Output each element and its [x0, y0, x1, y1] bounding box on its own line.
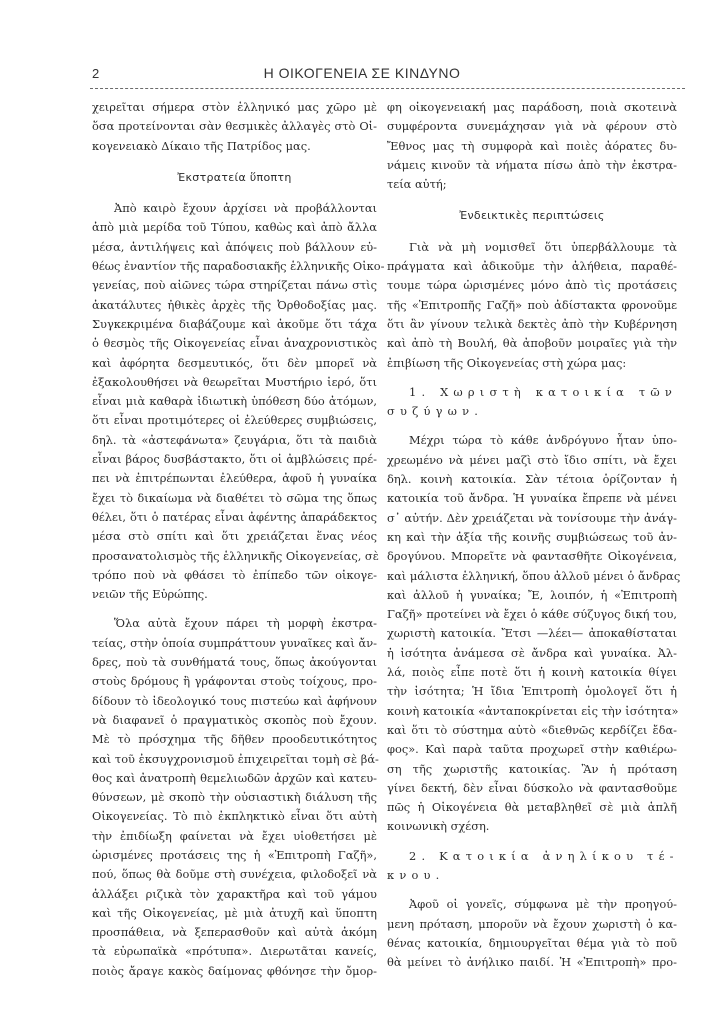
- text-line: κατοικία τοῦ ἄνδρα. Ἡ γυναίκα ἔπρεπε νὰ μένει: [387, 491, 677, 506]
- text-line: Γιὰ νὰ μὴ νομισθεῖ ὅτι ὑπερβάλλουμε τὰ: [409, 239, 677, 254]
- text-line: κη καὶ τὴν ἀξία τῆς κοινῆς συμβιώσεως τοῦ ἀν-: [387, 529, 677, 544]
- text-line: Μέχρι τώρα τὸ κάθε ἀνδρόγυνο ἦταν ὑπο-: [409, 433, 677, 448]
- left-column: [92, 98, 385, 981]
- running-title: Η ΟΙΚΟΓΕΝΕΙΑ ΣΕ ΚΙΝΔΥΝΟ: [263, 65, 461, 81]
- text-line: προσπάθεια, νὰ ξεπερασθοῦν καὶ αὐτὰ ἀκόμη: [92, 925, 377, 940]
- text-line: συμφέροντα συνεμάχησαν γιὰ νὰ φέρουν στὸ: [387, 119, 677, 134]
- text-line: 2. Κατοικία ἀνηλίκου τέ-: [409, 848, 679, 863]
- text-line: καὶ τοῦ ἐκσυγχρονισμοῦ ἐπιχειρεῖται τομὴ σὲ βά-: [92, 751, 379, 766]
- text-line: ὡρισμένες προτάσεις της ἡ «Ἐπιτροπὴ Γαζῆ»,: [92, 847, 377, 862]
- text-line: ὅτι ἂν γίνουν τελικὰ δεκτὲς ἀπὸ τὴν Κυβέρνηση: [387, 316, 677, 331]
- text-line: ὅτι εἶναι προτιμότερες οἱ ἐλεύθερες συμβιώσεις,: [92, 413, 377, 428]
- text-line: πει νὰ ἐπιτρέπωνται ἐλεύθερα, ἀφοῦ ἡ γυναίκα: [92, 471, 377, 486]
- paragraph: [387, 238, 677, 383]
- text-line: κοινὴ κατοικία «ἀνταποκρίνεται εἰς τὴν ἰσότητα»: [387, 703, 679, 718]
- text-line: συζύγων.: [387, 404, 484, 419]
- intro-paragraph: [387, 98, 677, 194]
- text-line: λά, ποιὸς εἶπε ποτὲ ὅτι ἡ κοινὴ κατοικία θίγει: [387, 665, 677, 680]
- text-line: καὶ μάλιστα ἑλληνική, ὅπου ἀλλοῦ μένει ὁ ἄνδρας: [387, 568, 681, 583]
- text-line: θὰ μείνει τὸ ἀνήλικο παιδί. Ἡ «Ἐπιτροπὴ» προ-: [387, 955, 677, 970]
- text-line: Οἰκογενείας. Τὸ πιὸ ἐκπληκτικὸ εἶναι ὅτι αὐτὴ: [92, 809, 377, 824]
- text-line: τῆς «Ἐπιτροπῆς Γαζῆ» ποὺ ἀδίστακτα φρονοῦμε: [387, 297, 677, 312]
- text-line: θέως ἐναντίον τῆς παραδοσιακῆς ἑλληνικῆς Οἰκο-: [92, 259, 385, 274]
- text-line: ὅσα προτείνονται σὰν θεσμικὲς ἀλλαγὲς στὸ Οἰ-: [92, 119, 377, 134]
- text-line: γενείας, ποὺ αἰῶνες τώρα στηρίζεται πάνω στὶς: [92, 278, 377, 293]
- text-line: εἶναι μιὰ καθαρὰ ἰδιωτικὴ ὑπόθεση δύο ἀτόμων,: [92, 394, 377, 409]
- page-number: 2: [92, 66, 100, 81]
- text-line: νειῶν τῆς Εὐρώπης.: [92, 587, 208, 602]
- text-line: κογενειακὸ Δίκαιο τῆς Πατρίδος μας.: [92, 138, 311, 153]
- text-line: προσανατολισμὸς τῆς ἑλληνικῆς Οἰκογενείας, σὲ: [92, 548, 379, 563]
- text-line: μενη πρόταση, μποροῦν νὰ ἔχουν χωριστὴ ὁ κα-: [387, 916, 677, 931]
- text-line: ποιὸς ἄραγε κακὸς δαίμονας φθόνησε τὴν ὄμορ-: [92, 963, 377, 978]
- text-line: μέσα στὸ σπίτι καὶ ὅτι χρειάζεται ἕνας νέος: [92, 529, 377, 544]
- text-line: δρες, ποὺ τὰ συνθήματά τους, ὅπως ἀκούγονται: [92, 655, 377, 670]
- text-line: ὁ θεσμὸς τῆς Οἰκογενείας εἶναι ἀναχρονιστικὸς: [92, 336, 377, 351]
- paragraph-gap: [92, 604, 377, 614]
- text-line: καὶ ἀφόρητα δεσμευτικός, ὅτι δὲν μπορεῖ νὰ: [92, 355, 377, 370]
- text-line: ἀπὸ μιὰ μερίδα τοῦ Τύπου, καθὼς καὶ ἀπὸ ἄλλα: [92, 220, 377, 235]
- text-line: τεία αὐτή;: [387, 177, 447, 192]
- intro-paragraph: [92, 98, 377, 156]
- text-line: ἔχει τὸ δικαίωμα νὰ διαθέτει τὸ σῶμα της ὅπως: [92, 490, 377, 505]
- text-line: ἡ ἰσότητα ἀνάμεσα σὲ ἄνδρα καὶ γυναίκα. Ἀλ-: [387, 645, 677, 660]
- paragraph: [387, 895, 677, 972]
- text-line: φος». Καὶ παρὰ ταῦτα προχωρεῖ στὴν καθιέρω-: [387, 742, 677, 757]
- text-line: Ἀφοῦ οἱ γονεῖς, σύμφωνα μὲ τὴν προηγού-: [409, 897, 677, 912]
- text-line: ἀκατάλυτες ἠθικὲς ἀρχὲς τῆς Ὀρθοδοξίας μας.: [92, 297, 377, 312]
- text-line: τείας, στὴν ὁποία συμπράττουν γυναῖκες καὶ ἄν-: [92, 635, 377, 650]
- text-line: νάμεις κινοῦν τὰ νήματα πίσω ἀπὸ τὴν ἐκστρα-: [387, 157, 677, 172]
- text-line: καὶ ἀλλοῦ ἡ γυναίκα; Ἔ, λοιπόν, ἡ «Ἐπιτροπὴ: [387, 587, 677, 602]
- text-line: ἐπιβίωση τῆς Οἰκογενείας στὴ χώρα μας:: [387, 355, 627, 370]
- text-line: στοὺς δρόμους ἢ γράφονται στοὺς τοίχους, προ-: [92, 674, 377, 689]
- text-line: εἶναι βάρος δυσβάστακτο, ὅτι οἱ ἀμβλώσεις πρέ-: [92, 452, 377, 467]
- text-line: πράγματα καὶ ἀδικοῦμε τὴν ἀλήθεια, παραθέ-: [387, 259, 677, 274]
- header-rule: [90, 88, 685, 89]
- text-line: τρόπο ποὺ νὰ φθάσει τὸ ἐπίπεδο τῶν οἰκογε-: [92, 567, 377, 582]
- subheading-indicative-cases: Ἐνδεικτικὲς περιπτώσεις: [459, 209, 605, 223]
- text-line: Μὲ τὸ πρόσχημα τῆς δῆθεν προοδευτικότητος: [92, 732, 377, 747]
- text-line: ἐξακολουθήσει νὰ θεωρεῖται Μυστήριο ἱερό, ὅτι: [92, 374, 377, 389]
- text-line: νὰ διαφανεῖ ὁ πραγματικὸς σκοπὸς ποὺ ἔχουν.: [92, 712, 377, 727]
- text-line: Γαζῆ» προτείνει νὰ ἔχει ὁ κάθε σύζυγος δική του,: [387, 607, 677, 622]
- text-line: τὰ εὐρωπαϊκὰ «πρότυπα». Διερωτᾶται κανείς,: [92, 944, 377, 959]
- text-line: χρεωμένο νὰ μένει μαζὶ στὸ ἴδιο σπίτι, νὰ ἔχει: [387, 452, 677, 467]
- text-line: ἀλλάξει ριζικὰ τὸν χαρακτῆρα καὶ τοῦ γάμου: [92, 886, 377, 901]
- text-line: δίδουν τὸ ἰδεολογικό τους πιστεύω καὶ ἀφήνουν: [92, 693, 377, 708]
- text-line: μέσα, ἀντιλήψεις καὶ ἀπόψεις ποὺ βάλλουν εὐ-: [92, 239, 377, 254]
- paragraph: [92, 199, 385, 614]
- text-line: φη οἰκογενειακή μας παράδοση, ποιὰ σκοτεινὰ: [387, 100, 677, 114]
- right-column: [387, 98, 681, 972]
- text-line: τὴν ἰσότητα; Ἡ ἴδια Ἐπιτροπὴ ὁμολογεῖ ὅτι ἡ: [387, 684, 677, 699]
- paragraph: [92, 614, 377, 981]
- text-line: θος καὶ ἀνατροπὴ θεμελιωδῶν ἀρχῶν καὶ κατευ-: [92, 770, 377, 785]
- text-line: σ᾽ αὐτήν. Δὲν χρειάζεται νὰ τονίσουμε τὴν ἀνάγ-: [387, 510, 677, 525]
- text-line: πού, ὅπως θὰ δοῦμε στὴ συνέχεια, φιλοδοξεῖ νὰ: [92, 867, 377, 882]
- text-line: δρογύνου. Μπορεῖτε νὰ φαντασθῆτε Οἰκογένεια,: [387, 549, 677, 564]
- text-line: πῶς ἡ Οἰκογένεια θὰ μεταβληθεῖ σὲ μιὰ ἁπλῆ: [387, 800, 677, 815]
- text-line: Ὅλα αὐτὰ ἔχουν πάρει τὴ μορφὴ ἐκστρα-: [114, 616, 377, 631]
- text-line: τὴν ἐπιδίωξη φαίνεται νὰ ἔχει υἱοθετήσει μὲ: [92, 828, 377, 843]
- paragraph-gap: [387, 885, 677, 895]
- text-line: κοινωνικὴ σχέση.: [387, 819, 490, 834]
- text-line: δηλ. κοινὴ κατοικία. Σὰν τέτοια ὁρίζονταν ἡ: [387, 472, 677, 487]
- text-line: χωριστὴ κατοικία. Ἔτσι —λέει— ἀποκαθίσταται: [387, 626, 677, 641]
- text-line: καὶ ἀπὸ τὴ Βουλή, θὰ ἀποβοῦν μοιραῖες γιὰ τὴν: [387, 336, 677, 351]
- subheading-suspicious-campaign: Ἐκστρατεία ὕποπτη: [177, 170, 292, 184]
- text-line: δηλ. τὰ «ἀστεφάνωτα» ζευγάρια, ὅτι τὰ παιδιὰ: [92, 432, 377, 447]
- text-line: χειρεῖται σήμερα στὸν ἑλληνικό μας χῶρο μὲ: [92, 100, 377, 114]
- text-line: Ἔθνος μας τὴ συμφορὰ καὶ ποιὲς ἀόρατες δυ-: [387, 138, 677, 153]
- text-line: θύνσεων, μὲ σκοπὸ τὴν οὐσιαστικὴ διάλυση τῆς: [92, 790, 377, 805]
- paragraph-gap: [387, 373, 677, 383]
- paragraph-gap: [387, 837, 677, 847]
- text-line: θένας κατοικία, δημιουργεῖται θέμα γιὰ τὸ ποῦ: [387, 935, 677, 950]
- text-line: Συγκεκριμένα διαβάζουμε καὶ ἀκοῦμε ὅτι τάχα: [92, 316, 377, 331]
- paragraph-gap: [387, 421, 677, 431]
- text-line: 1. Χωριστὴ κατοικία τῶν: [409, 384, 677, 399]
- text-line: γίνει δεκτή, δὲν εἶναι δύσκολο νὰ φαντασθοῦμε: [387, 780, 677, 795]
- text-line: τουμε τώρα ὡρισμένες μόνο ἀπὸ τὶς προτάσεις: [387, 278, 677, 293]
- text-line: Ἀπὸ καιρὸ ἔχουν ἀρχίσει νὰ προβάλλονται: [114, 201, 377, 216]
- section-heading-minor-child-residence: [387, 847, 677, 896]
- text-line: θέλει, ὅτι ὁ πατέρας εἶναι ἀφέντης ἀπαράδεκτος: [92, 509, 377, 524]
- text-line: καὶ ὅτι τὸ σύστημα αὐτὸ «διεθνῶς κερδίζει ἔδα-: [387, 722, 677, 737]
- text-line: κνου.: [387, 867, 445, 882]
- section-heading-separate-residence: [387, 383, 677, 432]
- text-line: ση τῆς χωριστῆς κατοικίας. Ἂν ἡ πρόταση: [387, 761, 677, 776]
- text-line: καὶ τῆς Οἰκογενείας, μὲ μιὰ ἀτυχῆ καὶ ὕποπτη: [92, 905, 377, 920]
- paragraph: [387, 431, 681, 846]
